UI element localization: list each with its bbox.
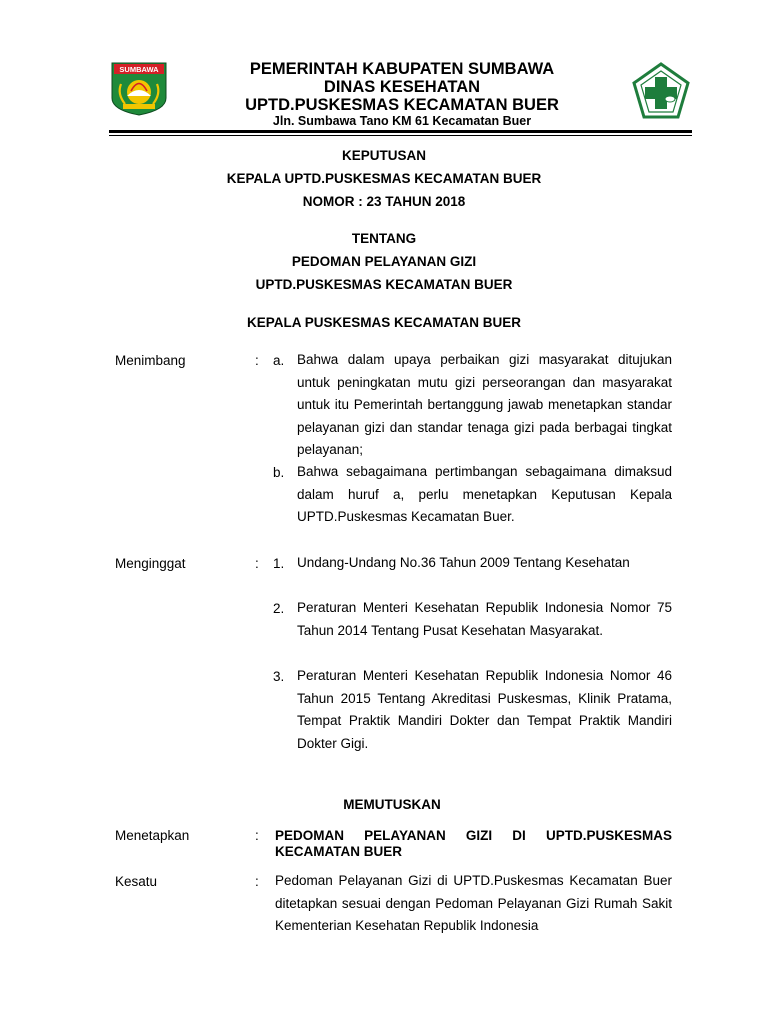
mengingat-label: Menginggat: [115, 556, 186, 571]
mengingat-item-marker: 3.: [273, 669, 285, 684]
menimbang-item-marker: a.: [273, 353, 285, 368]
letterhead-address: Jln. Sumbawa Tano KM 61 Kecamatan Buer: [272, 114, 532, 128]
decree-subject-unit: UPTD.PUSKESMAS KECAMATAN BUER: [255, 277, 513, 292]
letterhead-rule-thin: [109, 135, 692, 136]
kesatu-label: Kesatu: [115, 874, 158, 889]
menetapkan-colon: :: [255, 828, 259, 843]
decision-heading: MEMUTUSKAN: [343, 797, 441, 812]
menimbang-label: Menimbang: [115, 353, 186, 368]
menetapkan-text: PEDOMAN PELAYANAN GIZI DI UPTD.PUSKESMAS KECAMATAN BUER: [275, 828, 672, 859]
decree-issuer: KEPALA UPTD.PUSKESMAS KECAMATAN BUER: [226, 171, 542, 186]
emblem-banner-text: SUMBAWA: [119, 65, 159, 74]
letterhead-government: PEMERINTAH KABUPATEN SUMBAWA: [249, 60, 555, 78]
puskesmas-cross-emblem-icon: [630, 62, 692, 122]
decree-number: NOMOR : 23 TAHUN 2018: [302, 194, 466, 209]
decree-heading: KEPUTUSAN: [341, 148, 426, 163]
menimbang-item-text: Bahwa sebagaimana pertimbangan sebagaimana dimaksud dalam huruf a, perlu menetapkan Keputusan Kepala UPTD.Puskesmas Kecamatan Buer.: [297, 464, 672, 525]
letterhead-rule-thick: [109, 130, 692, 133]
mengingat-colon: :: [255, 556, 259, 571]
menimbang-colon: :: [255, 353, 259, 368]
letterhead: [200, 60, 604, 128]
kesatu-text: Pedoman Pelayanan Gizi di UPTD.Puskesmas Kecamatan Buer ditetapkan sesuai dengan Pedoman Pelayanan Gizi Rumah Sakit Kementerian Kesehatan Republik Indonesia: [275, 873, 672, 934]
mengingat-item-marker: 1.: [273, 556, 285, 571]
decree-authority: KEPALA PUSKESMAS KECAMATAN BUER: [246, 315, 521, 330]
mengingat-item-text: Undang-Undang No.36 Tahun 2009 Tentang Kesehatan: [297, 555, 630, 570]
decree-about-heading: TENTANG: [351, 231, 417, 246]
menimbang-item-marker: b.: [273, 465, 285, 480]
letterhead-unit: UPTD.PUSKESMAS KECAMATAN BUER: [245, 96, 559, 114]
mengingat-item-text: Peraturan Menteri Kesehatan Republik Indonesia Nomor 75 Tahun 2014 Tentang Pusat Kesehatan Masyarakat.: [297, 600, 672, 638]
decree-subject: PEDOMAN PELAYANAN GIZI: [291, 254, 477, 269]
mengingat-item-marker: 2.: [273, 601, 285, 616]
menetapkan-label: Menetapkan: [115, 828, 190, 843]
sumbawa-regency-emblem-icon: [109, 62, 169, 116]
menimbang-item-text: Bahwa dalam upaya perbaikan gizi masyarakat ditujukan untuk peningkatan mutu gizi perseorangan dan masyarakat untuk itu Pemerintah bertanggung jawab menetapkan standar pelayanan gizi dan standar tenaga gizi pada berbagai tingkat pelayanan;: [297, 352, 672, 458]
mengingat-item-text: Peraturan Menteri Kesehatan Republik Indonesia Nomor 46 Tahun 2015 Tentang Akreditasi Puskesmas, Klinik Pratama, Tempat Praktik Mandiri Dokter dan Tempat Praktik Mandiri Dokter Gigi.: [297, 668, 672, 751]
letterhead-agency: DINAS KESEHATAN: [323, 78, 481, 96]
kesatu-colon: :: [255, 874, 259, 889]
